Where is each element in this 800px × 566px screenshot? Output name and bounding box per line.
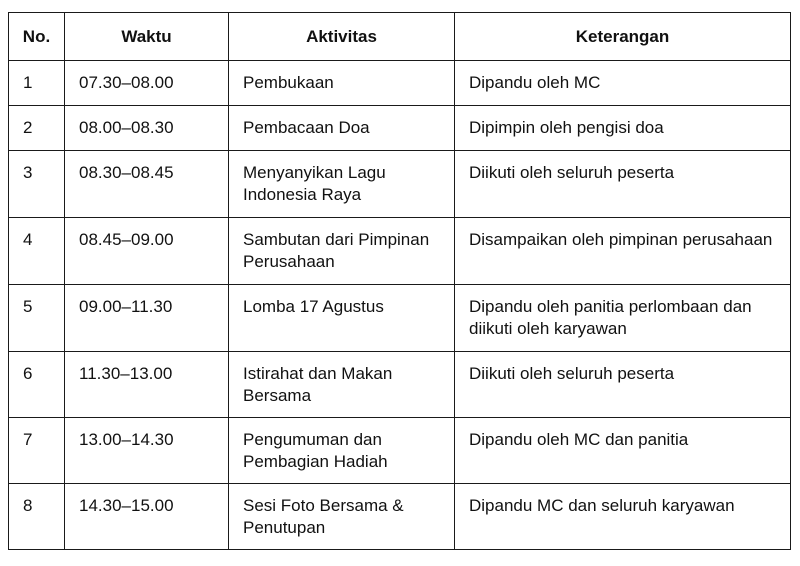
row-activity: Pengumuman dan Pembagian Hadiah — [229, 418, 455, 484]
row-activity: Sesi Foto Bersama & Penutupan — [229, 484, 455, 550]
header-note: Keterangan — [455, 13, 791, 61]
row-number: 5 — [9, 285, 65, 352]
row-note: Dipandu oleh MC — [455, 61, 791, 106]
row-time: 08.45–09.00 — [65, 218, 229, 285]
table-header — [9, 13, 791, 61]
row-note: Dipandu MC dan seluruh karyawan — [455, 484, 791, 550]
row-note: Dipandu oleh MC dan panitia — [455, 418, 791, 484]
row-number: 4 — [9, 218, 65, 285]
row-time: 08.30–08.45 — [65, 151, 229, 218]
schedule-table — [8, 12, 791, 550]
row-activity: Sambutan dari Pimpinan Perusahaan — [229, 218, 455, 285]
table-body — [9, 61, 791, 550]
table-row — [9, 484, 791, 550]
table-row — [9, 61, 791, 106]
header-row — [9, 13, 791, 61]
row-note: Diikuti oleh seluruh peserta — [455, 352, 791, 418]
table-row — [9, 418, 791, 484]
table-row — [9, 352, 791, 418]
row-activity: Lomba 17 Agustus — [229, 285, 455, 352]
table-row — [9, 151, 791, 218]
row-time: 07.30–08.00 — [65, 61, 229, 106]
row-time: 09.00–11.30 — [65, 285, 229, 352]
header-time: Waktu — [65, 13, 229, 61]
table-row — [9, 218, 791, 285]
row-activity: Istirahat dan Makan Bersama — [229, 352, 455, 418]
row-number: 6 — [9, 352, 65, 418]
row-time: 13.00–14.30 — [65, 418, 229, 484]
row-number: 8 — [9, 484, 65, 550]
row-time: 08.00–08.30 — [65, 106, 229, 151]
row-number: 3 — [9, 151, 65, 218]
row-activity: Pembacaan Doa — [229, 106, 455, 151]
row-time: 14.30–15.00 — [65, 484, 229, 550]
row-note: Disampaikan oleh pimpinan perusahaan — [455, 218, 791, 285]
row-note: Diikuti oleh seluruh peserta — [455, 151, 791, 218]
header-activity: Aktivitas — [229, 13, 455, 61]
row-time: 11.30–13.00 — [65, 352, 229, 418]
table-row — [9, 106, 791, 151]
row-activity: Pembukaan — [229, 61, 455, 106]
row-note: Dipandu oleh panitia perlombaan dan diikuti oleh karyawan — [455, 285, 791, 352]
row-number: 1 — [9, 61, 65, 106]
row-number: 2 — [9, 106, 65, 151]
row-number: 7 — [9, 418, 65, 484]
row-activity: Menyanyikan Lagu Indonesia Raya — [229, 151, 455, 218]
header-no: No. — [9, 13, 65, 61]
table-row — [9, 285, 791, 352]
row-note: Dipimpin oleh pengisi doa — [455, 106, 791, 151]
